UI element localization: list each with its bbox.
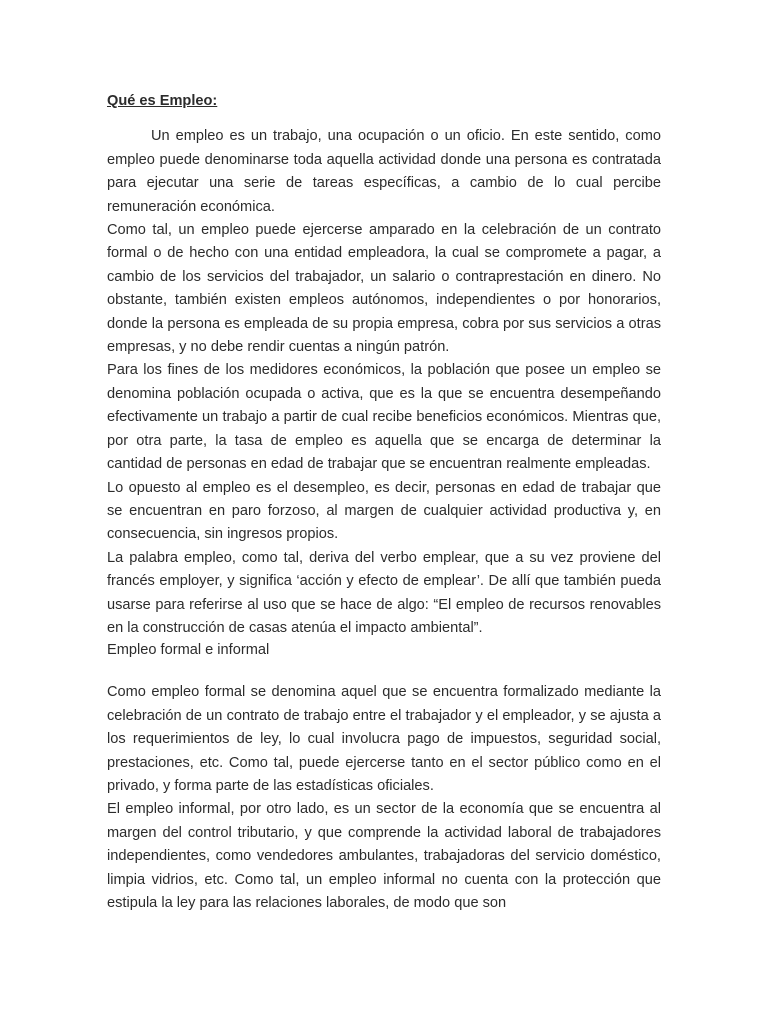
paragraph-4: Lo opuesto al empleo es el desempleo, es decir, personas en edad de trabajar que se encuentran en paro forzoso, al margen de cualquier actividad productiva y, en consecuencia, sin ingresos propios. (107, 479, 661, 543)
paragraph-2: Como tal, un empleo puede ejercerse amparado en la celebración de un contrato formal o de hecho con una entidad empleadora, la cual se compromete a pagar, a cambio de los servicios del trabajador, un salario o contraprestación en dinero. No obstante, también existen empleos autónomos, independientes o por honorarios, donde la persona es empleada de su propia empresa, cobra por sus servicios a otras empresas, y no debe rendir cuentas a ningún patrón. (107, 222, 661, 356)
section-heading: Empleo formal e informal (107, 642, 270, 659)
paragraph-5: La palabra empleo, como tal, deriva del verbo emplear, que a su vez proviene del francés employer, y significa ‘acción y efecto de emplear’. De allí que también pueda usarse para referirse al uso que se hace de algo: “El empleo de recursos renovables en la construcción de casas atenúa el impacto ambiental”. (107, 549, 661, 636)
document-title: Qué es Empleo: (107, 93, 218, 109)
section-spacer (107, 660, 661, 681)
paragraph-3: Para los fines de los medidores económicos, la población que posee un empleo se denomina población ocupada o activa, que es la que se encuentra desempeñando efectivamente un trabajo a partir de cual recibe beneficios económicos. Mientras que, por otra parte, la tasa de empleo es aquella que se encarga de determinar la cantidad de personas en edad de trabajar que se encuentran realmente empleadas. (107, 362, 661, 473)
paragraph-1: Un empleo es un trabajo, una ocupación o un oficio. En este sentido, como empleo puede denominarse toda aquella actividad donde una persona es contratada para ejecutar una serie de tareas específicas, a cambio de lo cual percibe remuneración económica. (107, 128, 661, 215)
section-paragraph-2: El empleo informal, por otro lado, es un sector de la economía que se encuentra al margen del control tributario, y que comprende la actividad laboral de trabajadores independientes, como vendedores ambulantes, trabajadoras del servicio doméstico, limpia vidrios, etc. Como tal, un empleo informal no cuenta con la protección que estipula la ley para las relaciones laborales, de modo que son (107, 801, 661, 911)
section-paragraph-1: Como empleo formal se denomina aquel que se encuentra formalizado mediante la celebración de un contrato de trabajo entre el trabajador y el empleador, y se ajusta a los requerimientos de ley, lo cual involucra pago de impuestos, seguridad social, prestaciones, etc. Como tal, puede ejercerse tanto en el sector público como en el privado, y forma parte de las estadísticas oficiales. (107, 684, 661, 794)
